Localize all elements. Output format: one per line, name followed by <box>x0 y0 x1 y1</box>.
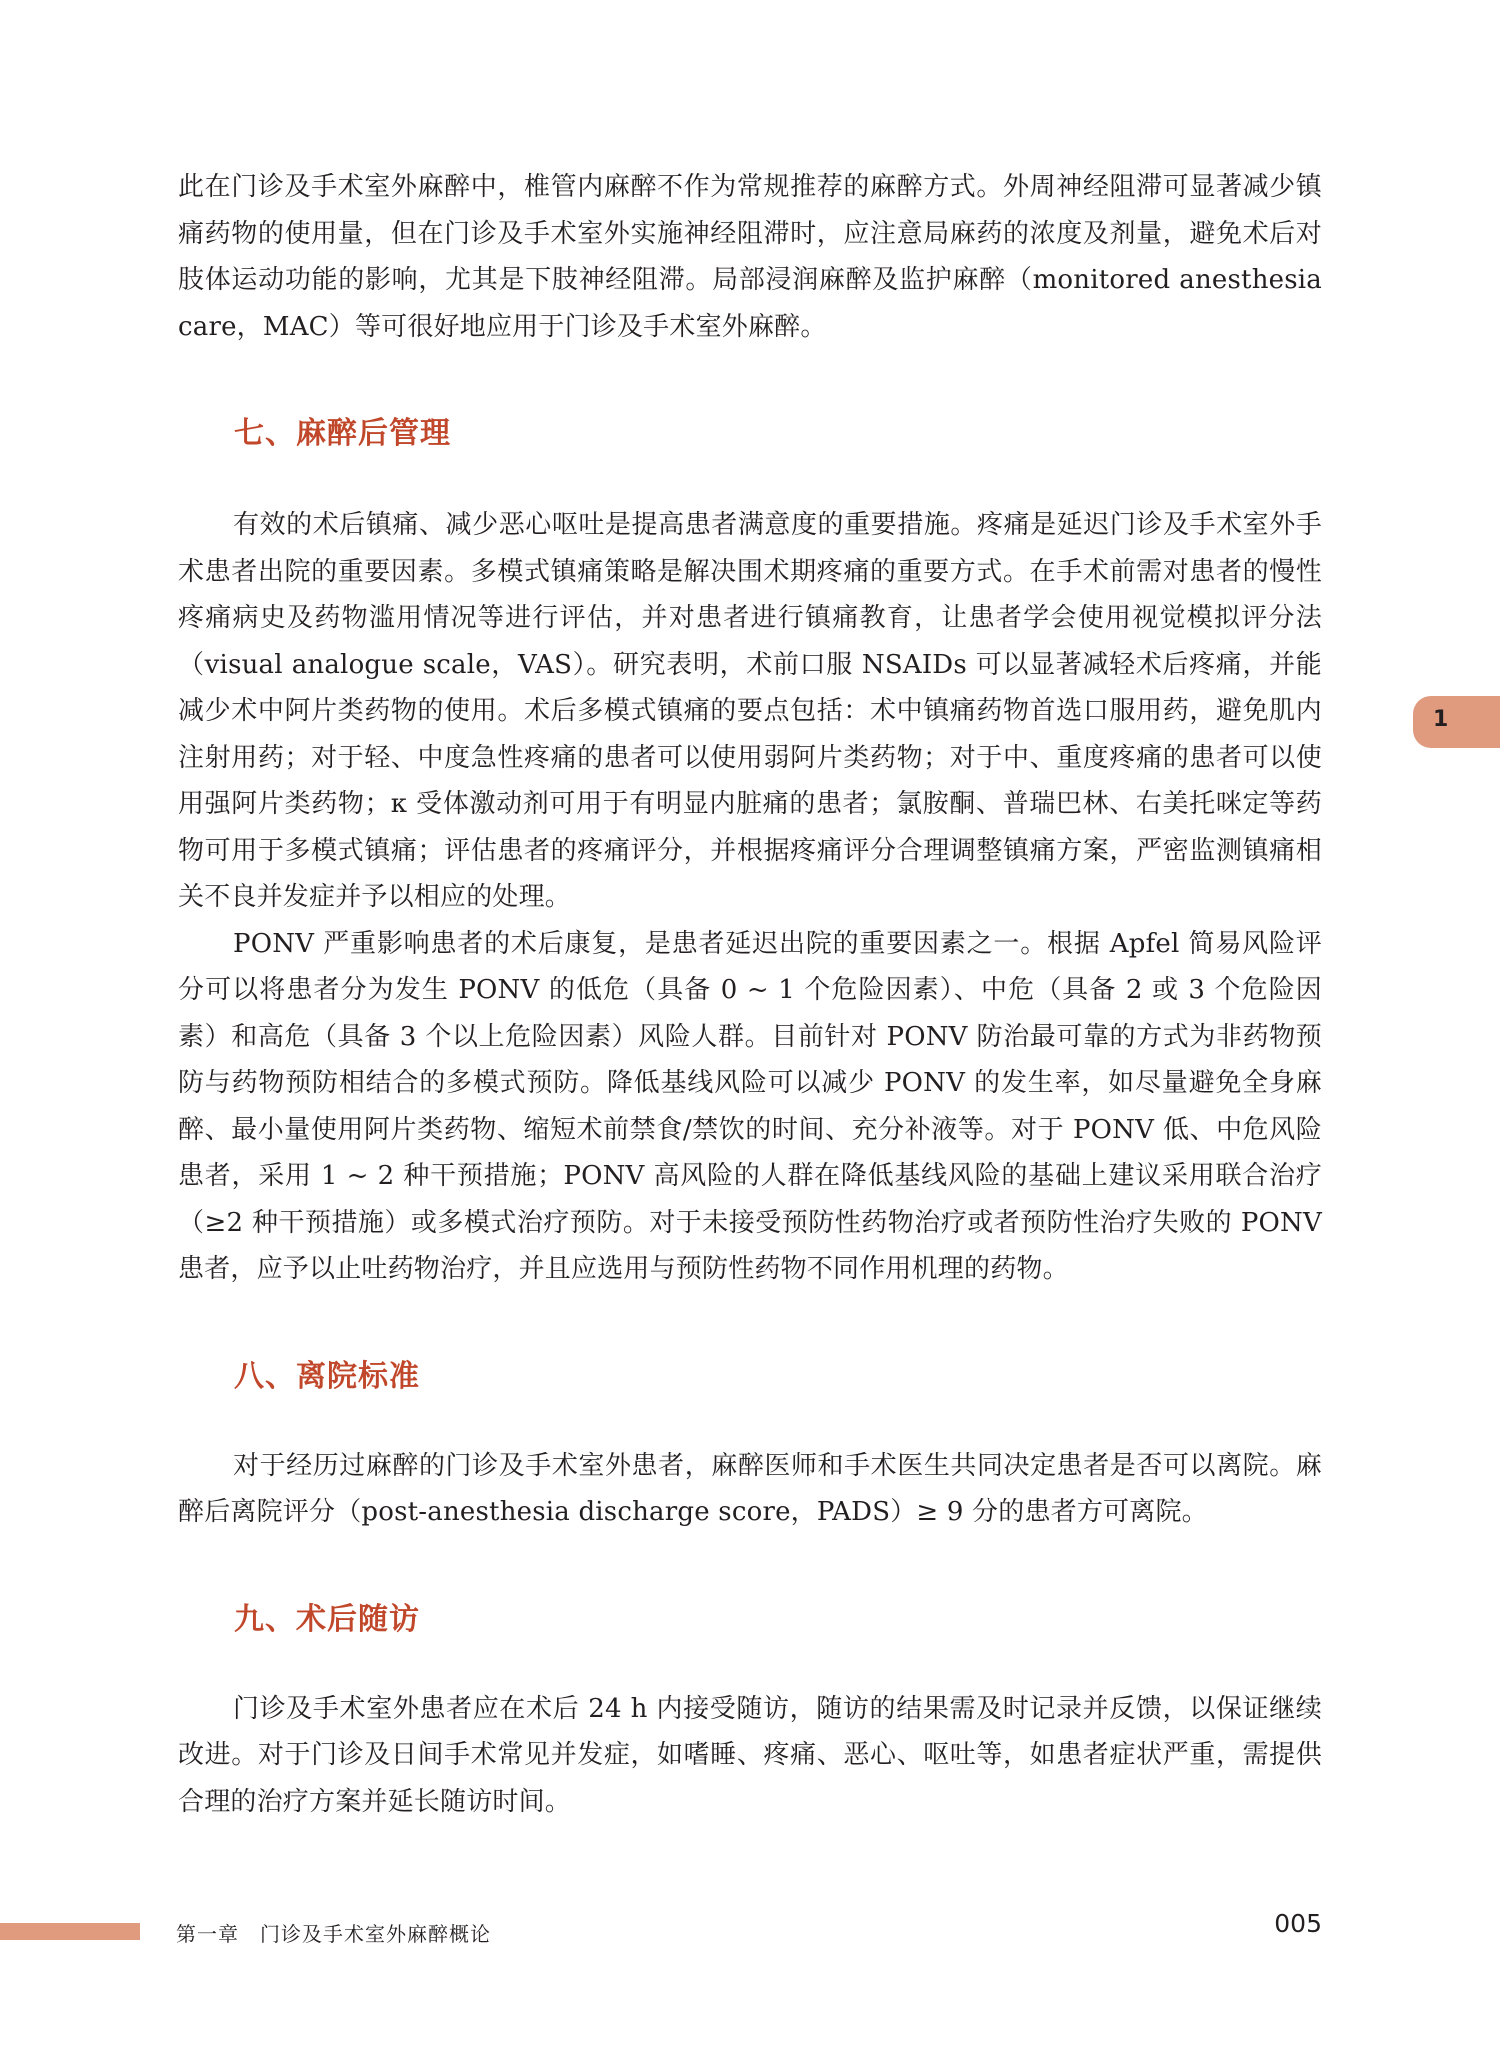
section-paragraph: 对于经历过麻醉的门诊及手术室外患者，麻醉医师和手术医生共同决定患者是否可以离院。麻醉后离院评分（post-anesthesia discharge score，PADS）≥ 9 分的患者方可离院。 <box>178 1450 1322 1527</box>
section-heading-discharge-criteria: 八、离院标准 <box>234 1358 420 1394</box>
footer-chapter-title: 第一章 门诊及手术室外麻醉概论 <box>176 1922 491 1946</box>
section-paragraph: PONV 严重影响患者的术后康复，是患者延迟出院的重要因素之一。根据 Apfel 简易风险评分可以将患者分为发生 PONV 的低危（具备 0 ~ 1 个危险因素）、中危（具备 2 或 3 个危险因素）和高危（具备 3 个以上危险因素）风险人群。目前针对 PONV 防治最可靠的方式为非药物预防与药物预防相结合的多模式预防。降低基线风险可以减少 PONV 的发生率，如尽量避免全身麻醉、最小量使用阿片类药物、缩短术前禁食/禁饮的时间、充分补液等。对于 PONV 低、中危风险患者，采用 1 ~ 2 种干预措施；PONV 高风险的人群在降低基线风险的基础上建议采用联合治疗（≥2 种干预措施）或多模式治疗预防。对于未接受预防性药物治疗或者预防性治疗失败的 PONV 患者，应予以止吐药物治疗，并且应选用与预防性药物不同作用机理的药物。 <box>178 928 1322 1284</box>
footer-accent-bar <box>0 1923 140 1940</box>
section-heading-post-anesthesia-management: 七、麻醉后管理 <box>234 416 451 451</box>
section-paragraph: 有效的术后镇痛、减少恶心呕吐是提高患者满意度的重要措施。疼痛是延迟门诊及手术室外手术患者出院的重要因素。多模式镇痛策略是解决围术期疼痛的重要方式。在手术前需对患者的慢性疼痛病史及药物滥用情况等进行评估，并对患者进行镇痛教育，让患者学会使用视觉模拟评分法（visual analogue scale，VAS）。研究表明，术前口服 NSAIDs 可以显著减轻术后疼痛，并能减少术中阿片类药物的使用。术后多模式镇痛的要点包括：术中镇痛药物首选口服用药，避免肌内注射用药；对于轻、中度急性疼痛的患者可以使用弱阿片类药物；对于中、重度疼痛的患者可以使用强阿片类药物；κ 受体激动剂可用于有明显内脏痛的患者；氯胺酮、普瑞巴林、右美托咪定等药物可用于多模式镇痛；评估患者的疼痛评分，并根据疼痛评分合理调整镇痛方案，严密监测镇痛相关不良并发症并予以相应的处理。 <box>178 510 1322 912</box>
page-number: 005 <box>1274 1909 1322 1938</box>
intro-paragraph: 此在门诊及手术室外麻醉中，椎管内麻醉不作为常规推荐的麻醉方式。外周神经阻滞可显著减少镇痛药物的使用量，但在门诊及手术室外实施神经阻滞时，应注意局麻药的浓度及剂量，避免术后对肢体运动功能的影响，尤其是下肢神经阻滞。局部浸润麻醉及监护麻醉（monitored anesthesia care，MAC）等可很好地应用于门诊及手术室外麻醉。 <box>178 172 1322 342</box>
section-heading-postoperative-follow-up: 九、术后随访 <box>234 1601 420 1637</box>
chapter-tab-label: 1 <box>1433 707 1449 732</box>
page-content <box>178 164 1322 1825</box>
section-paragraph: 门诊及手术室外患者应在术后 24 h 内接受随访，随访的结果需及时记录并反馈，以保证继续改进。对于门诊及日间手术常见并发症，如嗜睡、疼痛、恶心、呕吐等，如患者症状严重，需提供合理的治疗方案并延长随访时间。 <box>178 1693 1322 1817</box>
chapter-side-tab <box>1413 696 1500 748</box>
